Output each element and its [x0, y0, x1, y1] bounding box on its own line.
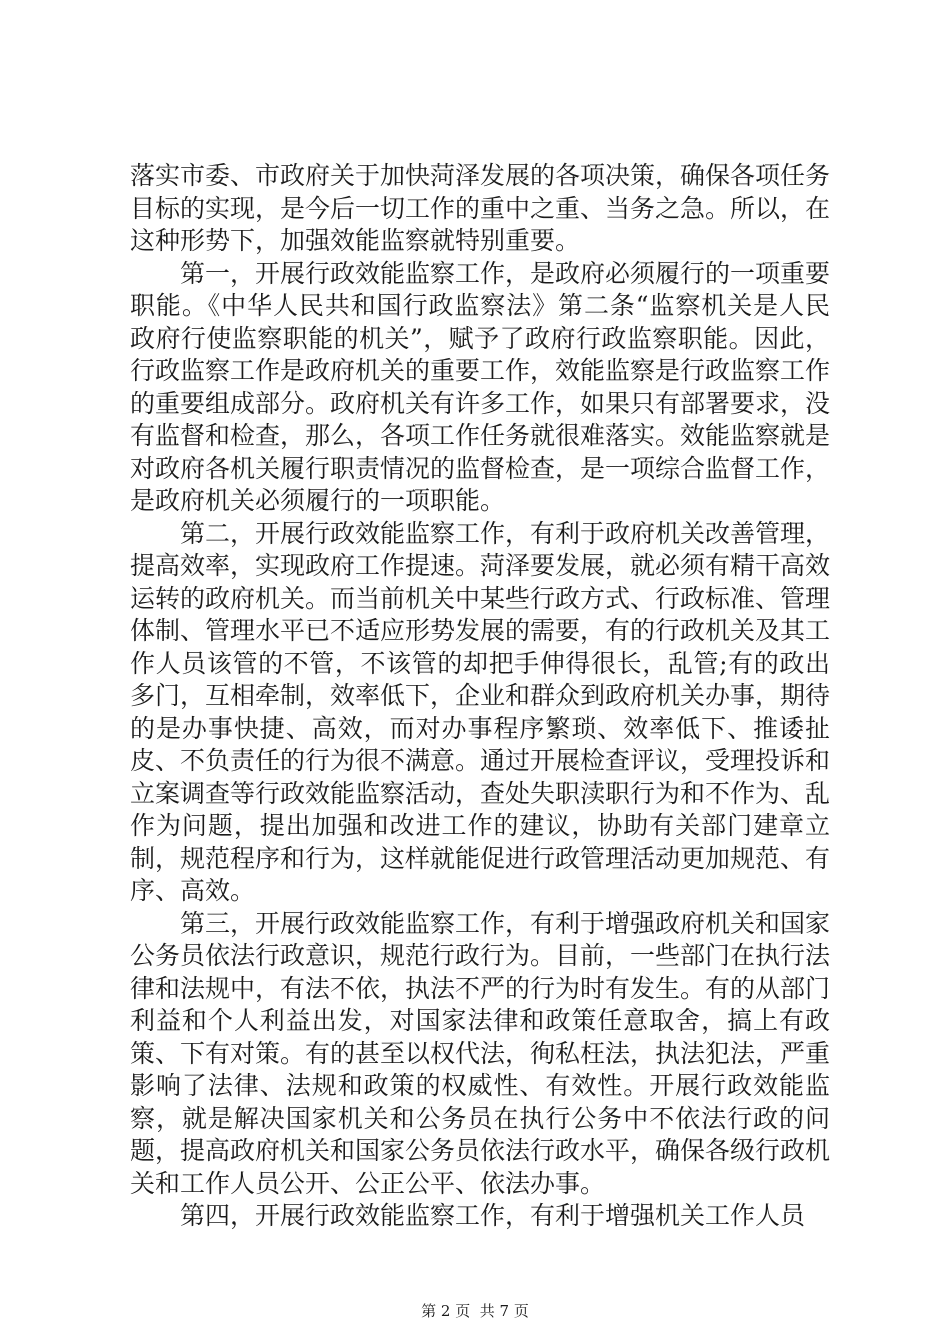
- paragraph-point-three: 第三，开展行政效能监察工作，有利于增强政府机关和国家公务员依法行政意识，规范行政行为。目前，一些部门在执行法律和法规中，有法不依，执法不严的行为时有发生。有的从部门利益和个人利益出发，对国家法律和政策任意取舍，搞上有政策、下有对策。有的甚至以权代法，徇私枉法，执法犯法，严重影响了法律、法规和政策的权威性、有效性。开展行政效能监察，就是解决国家机关和公务员在执行公务中不依法行政的问题，提高政府机关和国家公务员依法行政水平，确保各级行政机关和工作人员公开、公正公平、依法办事。: [130, 908, 831, 1198]
- paragraph-continuation: 落实市委、市政府关于加快菏泽发展的各项决策，确保各项任务目标的实现，是今后一切工作的重中之重、当务之急。所以，在这种形势下，加强效能监察就特别重要。: [130, 161, 831, 255]
- paragraph-point-one: 第一，开展行政效能监察工作，是政府必须履行的一项重要职能。《中华人民共和国行政监察法》第二条“监察机关是人民政府行使监察职能的机关”，赋予了政府行政监察职能。因此，行政监察工作是政府机关的重要工作，效能监察是行政监察工作的重要组成部分。政府机关有许多工作，如果只有部署要求，没有监督和检查，那么，各项工作任务就很难落实。效能监察就是对政府各机关履行职责情况的监督检查，是一项综合监督工作，是政府机关必须履行的一项职能。: [130, 258, 831, 515]
- paragraph-point-two: 第二，开展行政效能监察工作，有利于政府机关改善管理，提高效率，实现政府工作提速。菏泽要发展，就必须有精干高效运转的政府机关。而当前机关中某些行政方式、行政标准、管理体制、管理水平已不适应形势发展的需要，有的行政机关及其工作人员该管的不管，不该管的却把手伸得很长，乱管;有的政出多门，互相牵制，效率低下，企业和群众到政府机关办事，期待的是办事快捷、高效，而对办事程序繁琐、效率低下、推诿扯皮、不负责任的行为很不满意。通过开展检查评议，受理投诉和立案调查等行政效能监察活动，查处失职渎职行为和不作为、乱作为问题，提出加强和改进工作的建议，协助有关部门建章立制，规范程序和行为，这样就能促进行政管理活动更加规范、有序、高效。: [130, 518, 831, 905]
- document-body: [130, 160, 830, 1233]
- paragraph-point-four: 第四，开展行政效能监察工作，有利于增强机关工作人员: [180, 1201, 806, 1230]
- page-number-footer: 第 2 页 共 7 页: [421, 1302, 529, 1320]
